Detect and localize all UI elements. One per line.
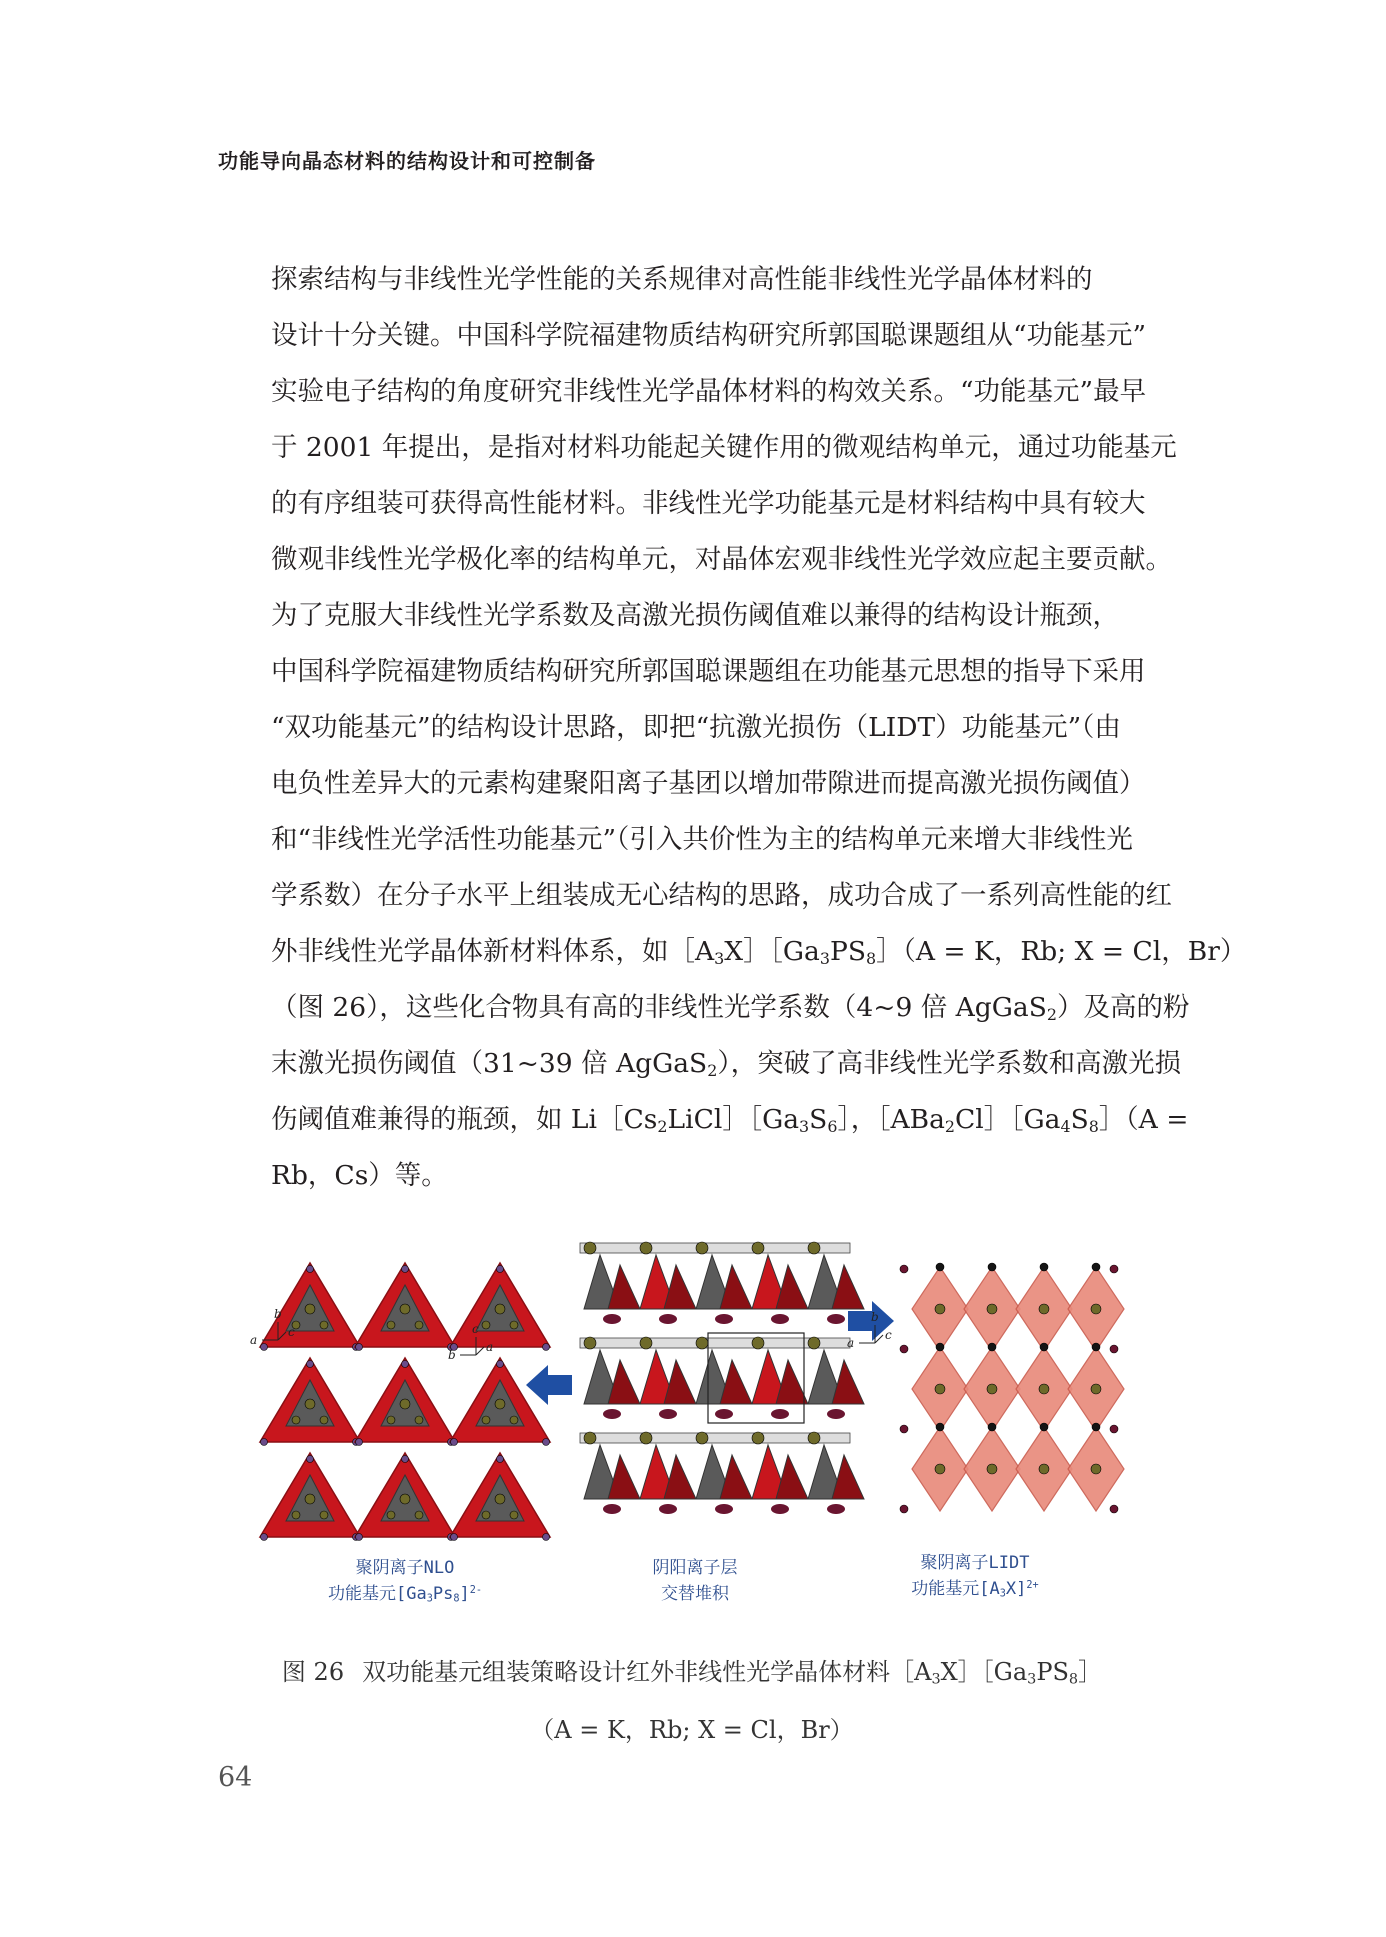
atom-k	[696, 1432, 708, 1444]
atom-x	[936, 1423, 944, 1431]
text-line: 外非线性光学晶体新材料体系，如$[A_3X][Ga_3PS_8](A = K$，Rb; X = Cl，Br）	[271, 936, 1247, 968]
layer-tetrahedron	[832, 1360, 864, 1404]
layer-tetrahedron	[776, 1455, 808, 1499]
atom-cl	[659, 1314, 677, 1324]
text-line: 的有序组装可获得高性能材料。非线性光学功能基元是材料结构中具有较大	[271, 488, 1146, 519]
atom-cl	[715, 1409, 733, 1419]
atom-k	[584, 1337, 596, 1349]
atom-a	[935, 1464, 945, 1474]
text-line: （图 26），这些化合物具有高的非线性光学系数（4~9 倍 AgGaS$_2$）及高的粉	[271, 992, 1190, 1024]
atom-ga	[320, 1511, 328, 1519]
atom-ga	[482, 1416, 490, 1424]
text-line: 学系数）在分子水平上组装成无心结构的思路，成功合成了一系列高性能的红	[271, 880, 1172, 911]
atom-a	[1091, 1384, 1101, 1394]
atom-a	[1039, 1304, 1049, 1314]
atom-ga	[387, 1511, 395, 1519]
atom-s	[497, 1266, 504, 1273]
atom-ga	[292, 1416, 300, 1424]
atom-k	[640, 1432, 652, 1444]
atom-edge	[1110, 1345, 1118, 1353]
atom-ga	[292, 1511, 300, 1519]
atom-x	[936, 1343, 944, 1351]
atom-s	[261, 1344, 268, 1351]
axes-middle-label-up: c	[472, 1322, 479, 1336]
atom-s	[451, 1534, 458, 1541]
layer-tetrahedron	[664, 1455, 696, 1499]
page-number: 64	[218, 1762, 253, 1793]
atom-x	[1040, 1343, 1048, 1351]
atom-s	[356, 1344, 363, 1351]
atom-k	[808, 1242, 820, 1254]
atom-ga	[510, 1416, 518, 1424]
figure-caption	[218, 1643, 1166, 1759]
atom-a	[987, 1304, 997, 1314]
axes-left-label-side: a	[250, 1333, 258, 1347]
label-lidt-line1: 聚阴离子LIDT	[920, 1553, 1030, 1573]
figure-26	[250, 1225, 1120, 1635]
label-lidt-line2: 功能基元$[A_3X]^{2+}$	[911, 1579, 1039, 1600]
atom-ga	[415, 1416, 423, 1424]
text-line: 中国科学院福建物质结构研究所郭国聪课题组在功能基元思想的指导下采用	[271, 656, 1146, 687]
caption-line-1	[218, 1643, 1166, 1701]
body-text	[218, 252, 1247, 1204]
layer-tetrahedron	[832, 1265, 864, 1309]
layer-tetrahedron	[608, 1455, 640, 1499]
paragraph-2	[218, 588, 1247, 1204]
text-line: 伤阈值难兼得的瓶颈，如 $Li[Cs_2LiCl][Ga_3S_6]$，$[ABa_2Cl][Ga_4S_8](A$ =	[271, 1104, 1189, 1136]
atom-s	[497, 1456, 504, 1463]
atom-s	[543, 1534, 550, 1541]
atom-k	[752, 1432, 764, 1444]
atom-ga	[510, 1321, 518, 1329]
atom-cl	[771, 1314, 789, 1324]
atom-ga	[415, 1321, 423, 1329]
atom-edge	[1110, 1505, 1118, 1513]
axes-right-label-up: b	[871, 1310, 879, 1324]
atom-cl	[659, 1409, 677, 1419]
layer-tetrahedron	[720, 1455, 752, 1499]
atom-a	[987, 1464, 997, 1474]
caption-line-2: （A = K，Rb; X = Cl，Br）	[530, 1716, 854, 1744]
atom-k	[808, 1432, 820, 1444]
atom-ga	[510, 1511, 518, 1519]
atom-a	[1039, 1464, 1049, 1474]
atom-ga	[320, 1416, 328, 1424]
atom-x	[1040, 1263, 1048, 1271]
atom-s	[402, 1266, 409, 1273]
atom-k	[640, 1242, 652, 1254]
atom-a	[1091, 1464, 1101, 1474]
atom-cl	[603, 1504, 621, 1514]
atom-s	[261, 1534, 268, 1541]
atom-s	[543, 1439, 550, 1446]
atom-cl	[827, 1409, 845, 1419]
layer-tetrahedron	[664, 1265, 696, 1309]
atom-a	[1039, 1384, 1049, 1394]
atom-s	[307, 1456, 314, 1463]
label-lidt-unit	[865, 1550, 1085, 1602]
atom-s	[356, 1534, 363, 1541]
atom-cl	[827, 1504, 845, 1514]
atom-cl	[771, 1504, 789, 1514]
atom-ga	[482, 1321, 490, 1329]
atom-a	[935, 1304, 945, 1314]
axes-middle-label-diag: a	[486, 1340, 494, 1354]
atom-p	[495, 1494, 505, 1504]
atom-k	[640, 1337, 652, 1349]
atom-s	[497, 1361, 504, 1368]
atom-k	[752, 1242, 764, 1254]
text-line: 于 2001 年提出，是指对材料功能起关键作用的微观结构单元，通过功能基元	[271, 432, 1177, 463]
layer-tetrahedron	[720, 1265, 752, 1309]
atom-k	[752, 1337, 764, 1349]
atom-s	[402, 1456, 409, 1463]
layer-tetrahedron	[664, 1360, 696, 1404]
text-line: Rb，Cs）等。	[271, 1160, 448, 1191]
atom-edge	[1110, 1265, 1118, 1273]
atom-a	[987, 1384, 997, 1394]
atom-cl	[771, 1409, 789, 1419]
atom-k	[808, 1337, 820, 1349]
caption-text: 双功能基元组装策略设计红外非线性光学晶体材料$[A_3X][Ga_3PS_8]$	[362, 1658, 1103, 1688]
atom-p	[305, 1304, 315, 1314]
atom-p	[305, 1494, 315, 1504]
atom-s	[356, 1439, 363, 1446]
atom-cl	[603, 1409, 621, 1419]
atom-x	[1092, 1263, 1100, 1271]
atom-x	[936, 1263, 944, 1271]
label-layers-line1: 阴阳离子层	[652, 1558, 738, 1578]
atom-cl	[715, 1314, 733, 1324]
atom-x	[1092, 1343, 1100, 1351]
atom-p	[400, 1494, 410, 1504]
label-layers-line2: 交替堆积	[661, 1584, 729, 1604]
atom-p	[400, 1399, 410, 1409]
atom-cl	[715, 1504, 733, 1514]
atom-ga	[387, 1321, 395, 1329]
atom-s	[261, 1439, 268, 1446]
layer-tetrahedron	[832, 1455, 864, 1499]
atom-x	[988, 1263, 996, 1271]
atom-x	[1092, 1423, 1100, 1431]
atom-s	[307, 1266, 314, 1273]
text-line: 设计十分关键。中国科学院福建物质结构研究所郭国聪课题组从“功能基元”	[271, 320, 1147, 351]
layer-tetrahedron	[608, 1360, 640, 1404]
atom-x	[1040, 1423, 1048, 1431]
caption-figure-number: 图 26	[281, 1658, 345, 1686]
layer-tetrahedron	[720, 1360, 752, 1404]
atom-x	[988, 1423, 996, 1431]
text-line: 探索结构与非线性光学性能的关系规律对高性能非线性光学晶体材料的	[271, 264, 1093, 295]
text-line: 微观非线性光学极化率的结构单元，对晶体宏观非线性光学效应起主要贡献。	[271, 544, 1172, 575]
atom-a	[1091, 1304, 1101, 1314]
atom-k	[584, 1242, 596, 1254]
text-line: 电负性差异大的元素构建聚阳离子基团以增加带隙进而提高激光损伤阈值）	[271, 768, 1146, 799]
layer-tetrahedron	[776, 1360, 808, 1404]
axes-right-label-side: a	[847, 1336, 855, 1350]
text-line: 实验电子结构的角度研究非线性光学晶体材料的构效关系。“功能基元”最早	[271, 376, 1147, 407]
text-line: 和“非线性光学活性功能基元”（引入共价性为主的结构单元来增大非线性光	[271, 824, 1133, 855]
atom-edge	[900, 1345, 908, 1353]
atom-cl	[603, 1314, 621, 1324]
label-nlo-line2: 功能基元$[Ga_3Ps_8]^{2-}$	[327, 1584, 482, 1605]
atom-s	[451, 1439, 458, 1446]
label-nlo-line1: 聚阴离子NLO	[355, 1558, 455, 1578]
layer-tetrahedron	[608, 1265, 640, 1309]
atom-edge	[900, 1505, 908, 1513]
atom-cl	[827, 1314, 845, 1324]
atom-ga	[387, 1416, 395, 1424]
running-header: 功能导向晶态材料的结构设计和可控制备	[218, 149, 596, 173]
atom-x	[988, 1343, 996, 1351]
atom-s	[307, 1361, 314, 1368]
atom-k	[584, 1432, 596, 1444]
text-line: 末激光损伤阈值（31~39 倍 AgGaS$_2$），突破了高非线性光学系数和高激光损	[271, 1048, 1182, 1080]
atom-ga	[482, 1511, 490, 1519]
atom-k	[696, 1242, 708, 1254]
label-layers	[585, 1555, 805, 1607]
paragraph-1	[218, 252, 1177, 588]
atom-edge	[1110, 1425, 1118, 1433]
atom-p	[305, 1399, 315, 1409]
atom-k	[696, 1337, 708, 1349]
atom-edge	[900, 1265, 908, 1273]
atom-p	[400, 1304, 410, 1314]
atom-s	[402, 1361, 409, 1368]
atom-p	[495, 1304, 505, 1314]
atom-a	[935, 1384, 945, 1394]
axes-left-label-up: b	[274, 1307, 282, 1321]
text-line: “双功能基元”的结构设计思路，即把“抗激光损伤（LIDT）功能基元”（由	[271, 712, 1121, 743]
atom-ga	[320, 1321, 328, 1329]
axes-middle-label-side: b	[448, 1348, 456, 1362]
label-nlo-unit	[295, 1555, 515, 1607]
atom-edge	[900, 1425, 908, 1433]
atom-p	[495, 1399, 505, 1409]
text-line: 为了克服大非线性光学系数及高激光损伤阈值难以兼得的结构设计瓶颈，	[271, 600, 1119, 631]
arrow-left	[526, 1365, 572, 1405]
axes-left-label-diag: c	[288, 1325, 295, 1339]
atom-ga	[415, 1511, 423, 1519]
axes-middle-diag	[476, 1347, 484, 1355]
atom-cl	[659, 1504, 677, 1514]
axes-right-label-diag: c	[885, 1328, 892, 1342]
atom-s	[543, 1344, 550, 1351]
layer-tetrahedron	[776, 1265, 808, 1309]
